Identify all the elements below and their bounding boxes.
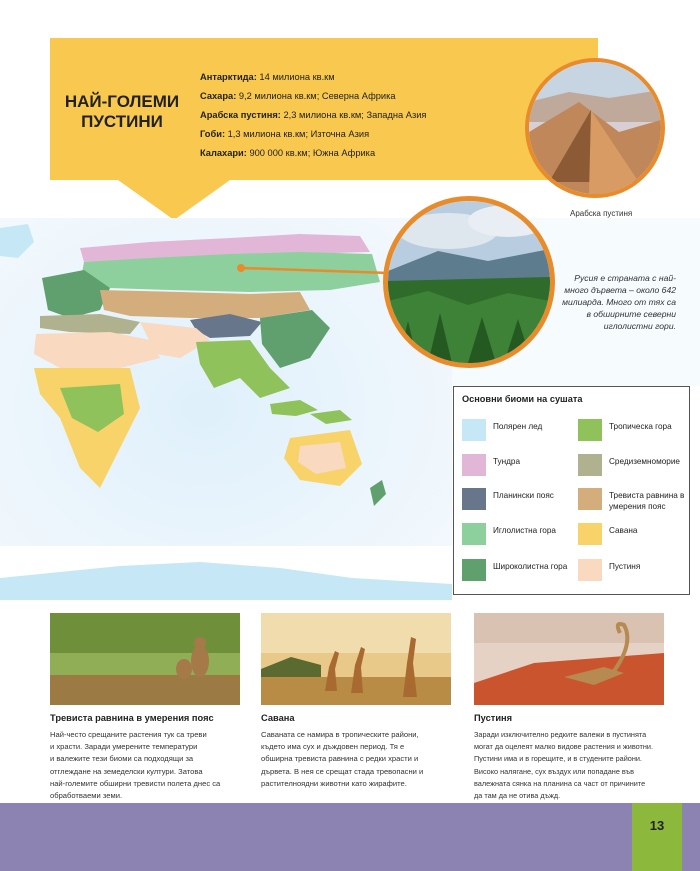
forest-image [388, 201, 550, 363]
legend-swatch [578, 454, 602, 476]
desert-photo [474, 613, 664, 705]
desert-photo-caption: Арабска пустиня [570, 209, 633, 218]
legend-swatch [578, 523, 602, 545]
legend-swatch [462, 559, 486, 581]
russia-forest-caption: Русия е страната с най-много дървета – около 642 милиарда. Много от тях са в обширните северни иглолистни гори. [562, 273, 676, 331]
fact-row: Калахари: 900 000 кв.км; Южна Африка [200, 148, 376, 158]
page-number: 13 [649, 818, 665, 833]
desert-facts-list [200, 68, 510, 163]
savanna-photo [261, 613, 451, 705]
banner-pointer [118, 180, 230, 220]
savanna-heading: Савана [261, 713, 295, 723]
banner-title: НАЙ-ГОЛЕМИ ПУСТИНИ [64, 92, 180, 131]
desert-heading: Пустиня [474, 713, 513, 723]
savanna-text: Саваната се намира в тропическите райони, където има сух и дъждовен период. Тя е обширна тревиста равнина с редки храсти и дървета. В нея се срещат стада тревопасни и растителноядни животни като жирафите. [261, 730, 424, 788]
legend-swatch [578, 488, 602, 510]
giraffes-image [261, 613, 451, 705]
legend-swatch [462, 454, 486, 476]
fact-row: Арабска пустиня: 2,3 милиона кв.км; Западна Азия [200, 110, 427, 120]
scorpion-image [474, 613, 664, 705]
desert-text: Заради изключително редките валежи в пустинята могат да оцелеят малко видове растения и животни. Пустини има и в горещите, и в студените райони. Високо налягане, сух въздух или попадане във валежната сянка на планина са част от причините да там да не отива дъжд. [474, 730, 654, 801]
legend-swatch [578, 559, 602, 581]
fact-row: Сахара: 9,2 милиона кв.км; Северна Африка [200, 91, 396, 101]
biome-legend: Основни биоми на сушата Полярен лед Тропическа гора Тундра Средиземноморие Планински пояс Тревиста равнина в умерения пояс Иглолистна гора Савана Широколистна гора Пустиня [453, 386, 690, 595]
legend-swatch [462, 488, 486, 510]
legend-title: Основни биоми на сушата [462, 394, 583, 404]
arabian-desert-photo [525, 58, 665, 198]
prairie-dog-image [50, 613, 240, 705]
fact-row: Гоби: 1,3 милиона кв.км; Източна Азия [200, 129, 370, 139]
fact-row: Антарктида: 14 милиона кв.км [200, 72, 335, 82]
grassland-heading: Тревиста равнина в умерения пояс [50, 713, 214, 723]
legend-swatch [578, 419, 602, 441]
legend-swatch [462, 419, 486, 441]
grassland-photo [50, 613, 240, 705]
page-number-box [632, 803, 682, 871]
legend-swatch [462, 523, 486, 545]
russian-forest-photo [383, 196, 555, 368]
dune-image [529, 62, 661, 194]
grassland-text: Най-често срещаните растения тук са треви и храсти. Заради умерените температури и валежите тези биоми са подходящи за отглеждане на земеделски култури. Затова най-големите обширни тревисти полета днес са обработваеми земи. [50, 730, 221, 801]
page-footer [0, 803, 700, 871]
